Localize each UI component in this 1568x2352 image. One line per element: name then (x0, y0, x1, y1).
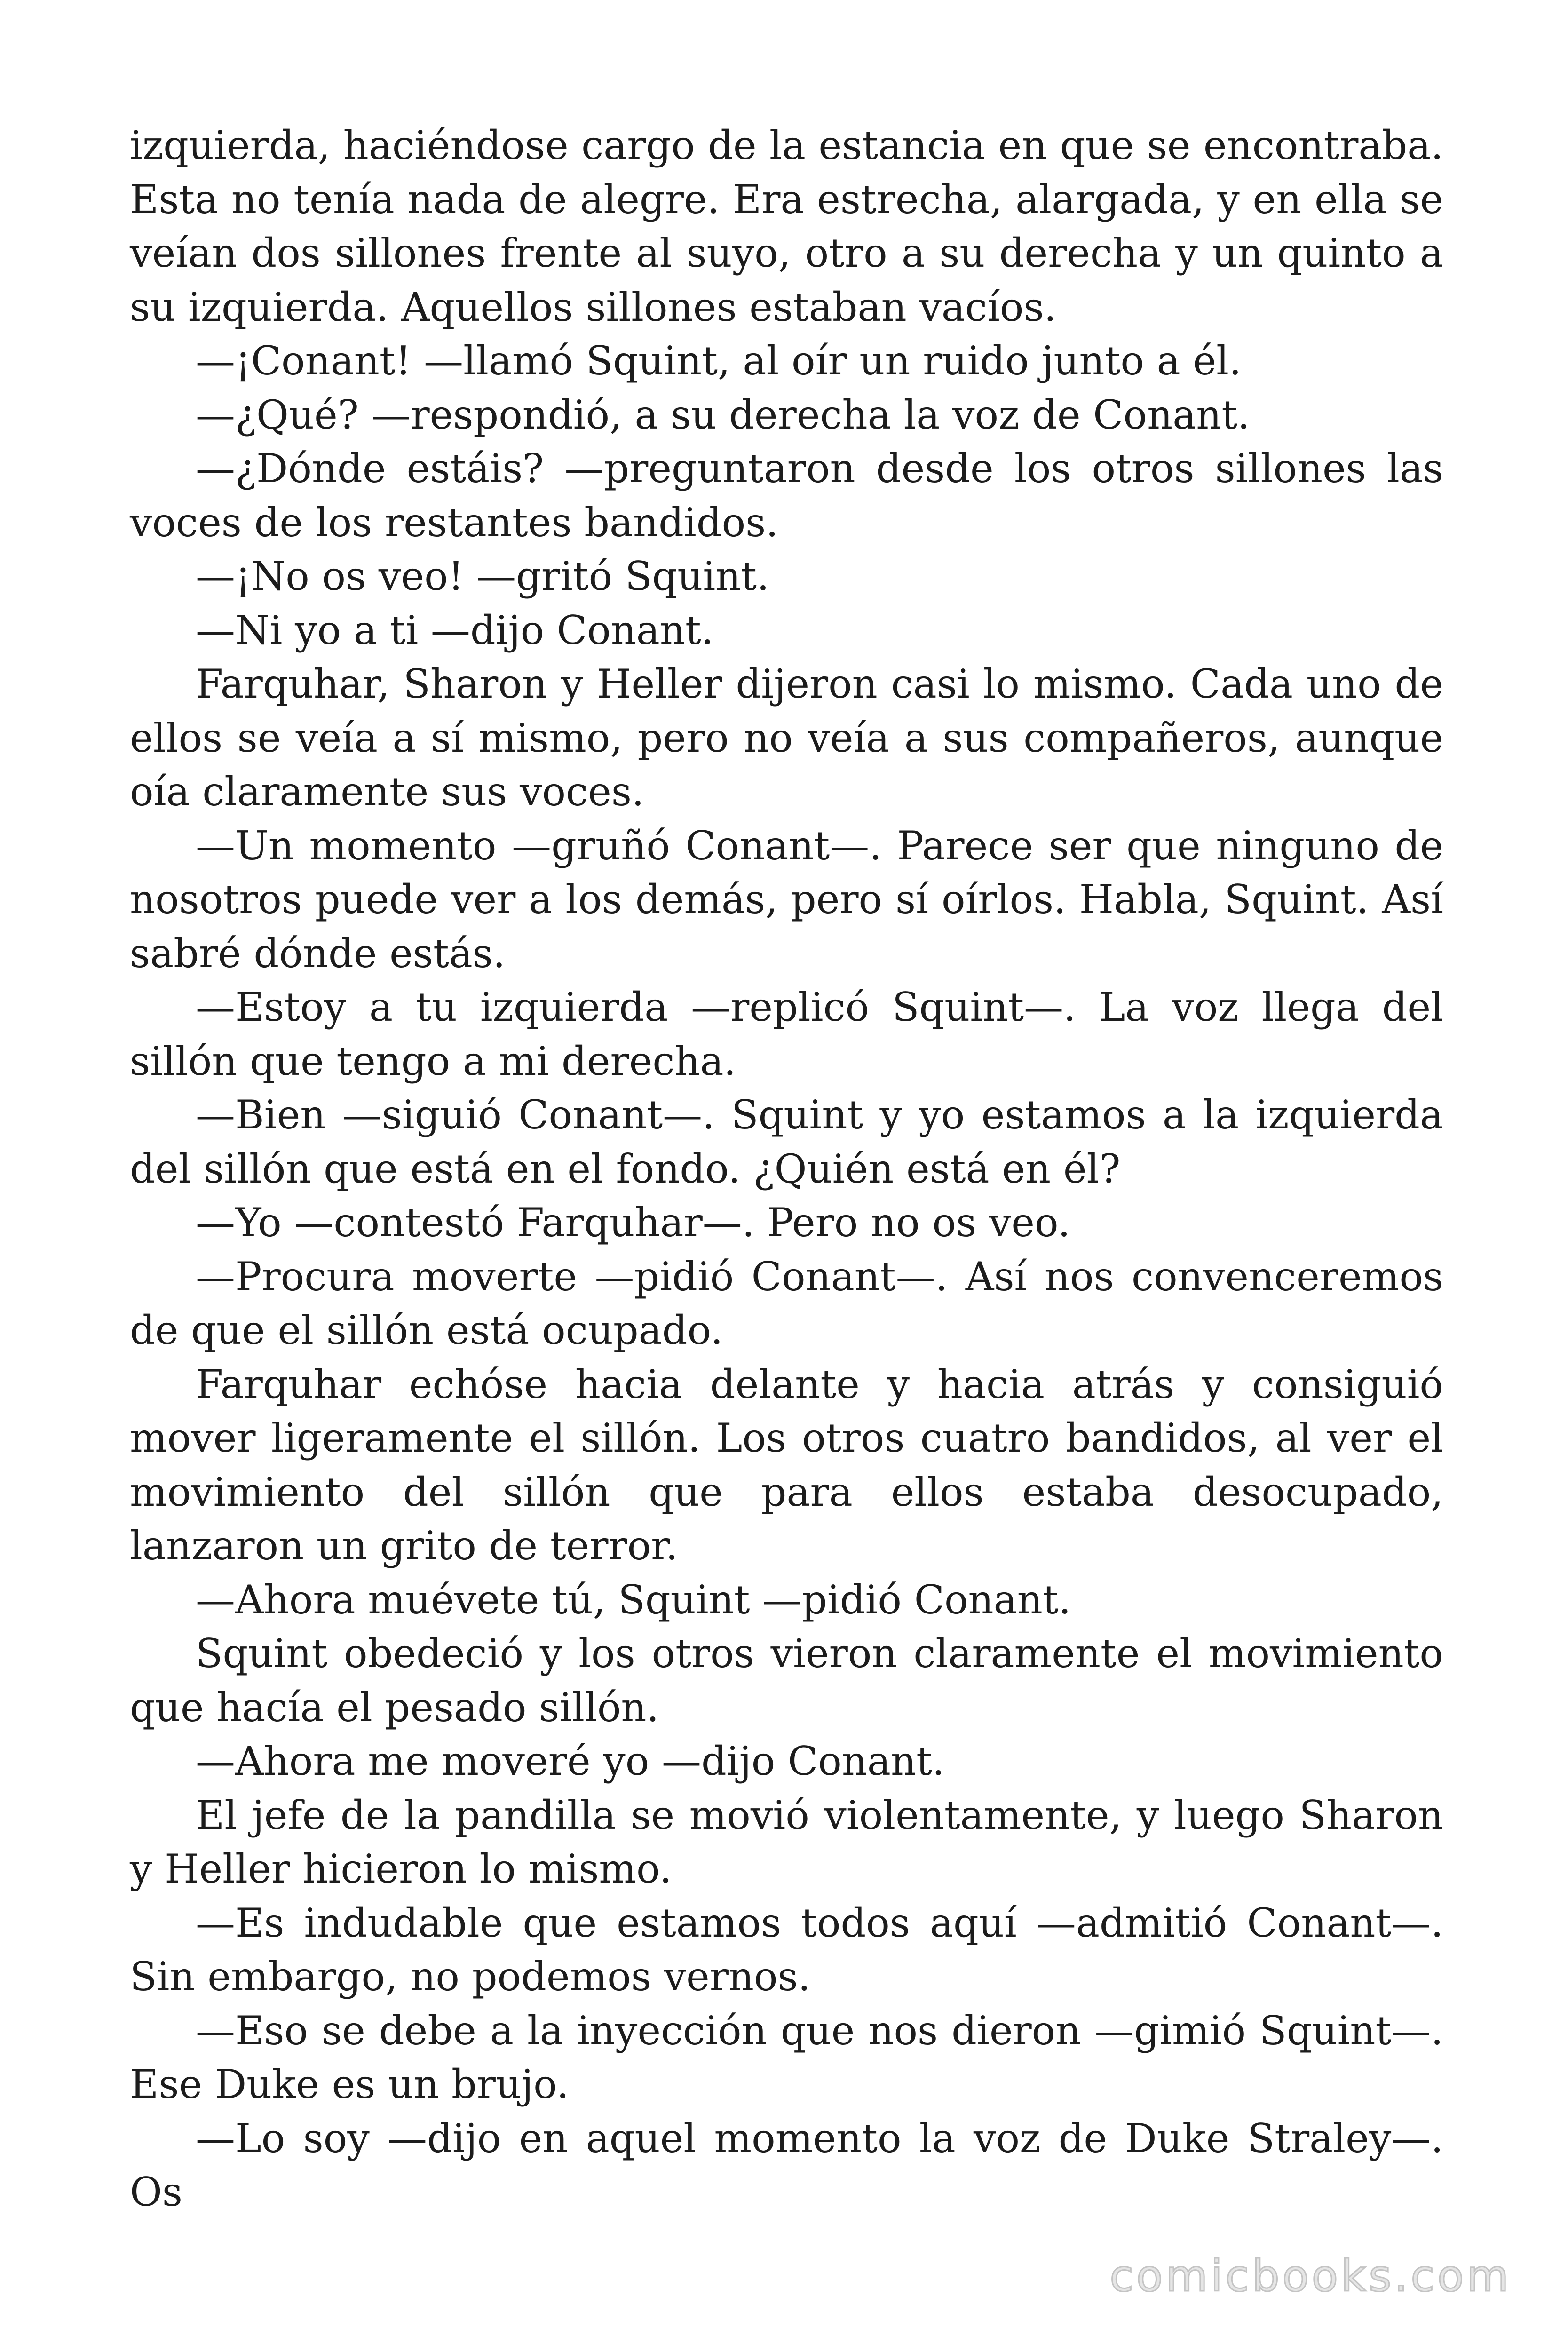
paragraph-7: Farquhar, Sharon y Heller dijeron casi lo mismo. Cada uno de ellos se veía a sí mismo, pero no veía a sus compañeros, aunque oía claramente sus voces. (130, 661, 1443, 815)
paragraph-6: —Ni yo a ti —dijo Conant. (196, 607, 714, 653)
paragraph-5: —¡No os veo! —gritó Squint. (196, 553, 769, 599)
paragraph-10: —Bien —siguió Conant—. Squint y yo estamos a la izquierda del sillón que está en el fondo. ¿Quién está en él? (130, 1092, 1443, 1192)
paragraph-15: Squint obedeció y los otros vieron claramente el movimiento que hacía el pesado sillón. (130, 1630, 1443, 1731)
watermark-logo: comicbooks.com (1109, 2251, 1512, 2301)
paragraph-13: Farquhar echóse hacia delante y hacia atrás y consiguió mover ligeramente el sillón. Los otros cuatro bandidos, al ver el movimiento del sillón que para ellos estaba desocupado, lanzaron un grito de terror. (130, 1361, 1443, 1569)
paragraph-8: —Un momento —gruñó Conant—. Parece ser que ninguno de nosotros puede ver a los demás, pero sí oírlos. Habla, Squint. Así sabré dónde estás. (130, 822, 1443, 977)
paragraph-18: —Es indudable que estamos todos aquí —admitió Conant—. Sin embargo, no podemos vernos. (130, 1899, 1443, 2000)
paragraph-19: —Eso se debe a la inyección que nos dieron —gimió Squint—. Ese Duke es un brujo. (130, 2007, 1443, 2107)
paragraph-9: —Estoy a tu izquierda —replicó Squint—. La voz llega del sillón que tengo a mi derecha. (130, 984, 1443, 1084)
paragraph-11: —Yo —contestó Farquhar—. Pero no os veo. (196, 1200, 1070, 1246)
paragraph-16: —Ahora me moveré yo —dijo Conant. (196, 1738, 945, 1784)
paragraph-12: —Procura moverte —pidió Conant—. Así nos convenceremos de que el sillón está ocupado. (130, 1253, 1443, 1353)
paragraph-4: —¿Dónde estáis? —preguntaron desde los otros sillones las voces de los restantes bandidos. (130, 445, 1443, 546)
paragraph-2: —¡Conant! —llamó Squint, al oír un ruido junto a él. (196, 338, 1242, 384)
page-body (130, 119, 1443, 2219)
paragraph-1: izquierda, haciéndose cargo de la estancia en que se encontraba. Esta no tenía nada de alegre. Era estrecha, alargada, y en ella se veían dos sillones frente al suyo, otro a su derecha y un quinto a su izquierda. Aquellos sillones estaban vacíos. (130, 122, 1443, 330)
paragraph-3: —¿Qué? —respondió, a su derecha la voz de Conant. (196, 391, 1250, 438)
paragraph-14: —Ahora muévete tú, Squint —pidió Conant. (196, 1576, 1071, 1623)
paragraph-17: El jefe de la pandilla se movió violentamente, y luego Sharon y Heller hicieron lo mismo. (130, 1792, 1443, 1892)
paragraph-20: —Lo soy —dijo en aquel momento la voz de Duke Straley—. Os (130, 2115, 1443, 2215)
